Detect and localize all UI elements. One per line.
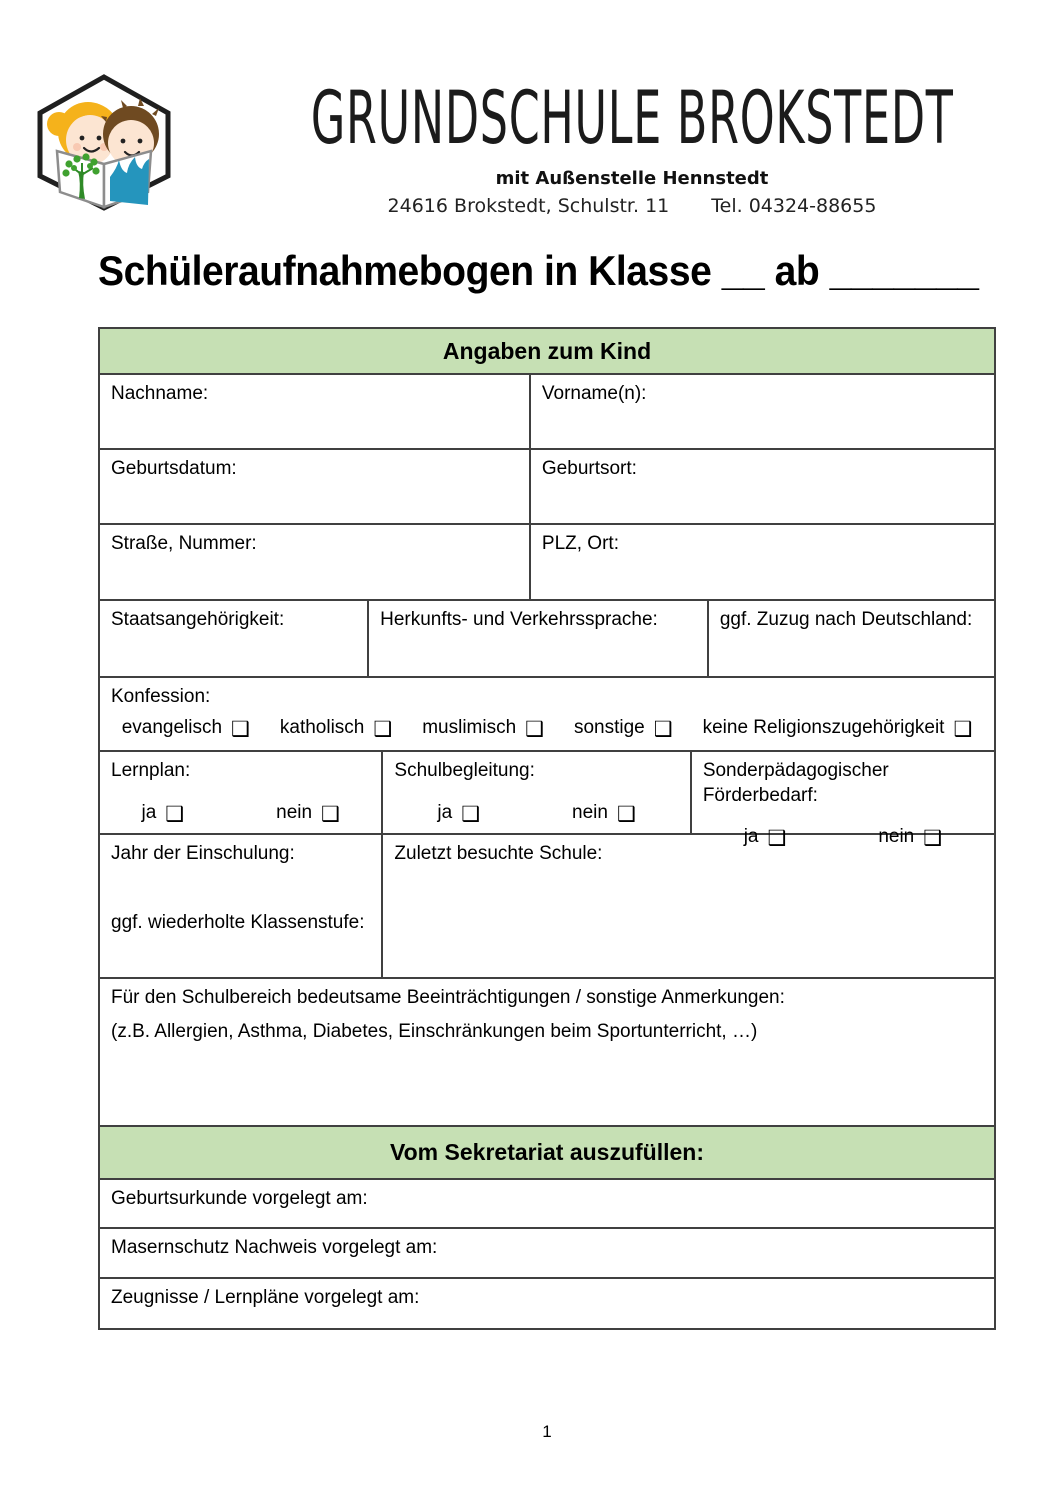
yes-no-options [394, 801, 678, 826]
page-title: Schüleraufnahmebogen in Klasse __ ab _______ [98, 247, 979, 294]
option-nein [572, 801, 636, 826]
cell-geburtsort [531, 450, 994, 523]
school-street: 24616 Brokstedt, Schulstr. 11 [387, 195, 670, 217]
option-katholisch [280, 716, 392, 741]
cell-foerderbedarf [692, 752, 994, 851]
yes-no-options [111, 801, 370, 826]
option-ja [142, 801, 185, 826]
cell-geburtsurkunde [100, 1180, 994, 1227]
cell-zeugnisse [100, 1279, 994, 1328]
field-label-strasse: Straße, Nummer: [111, 533, 257, 554]
field-label-vorname: Vorname(n): [541, 383, 647, 404]
cell-strasse [100, 525, 531, 599]
field-label-anmerkungen-1: Für den Schulbereich bedeutsame Beeinträchtigungen / sonstige Anmerkungen: [111, 987, 785, 1008]
field-label-staatsangehoerigkeit: Staatsangehörigkeit: [111, 609, 285, 630]
school-name: GRUNDSCHULE BROKSTEDT [310, 76, 954, 162]
konfession-options [111, 716, 983, 741]
option-label: ja [743, 826, 759, 848]
field-label-plz-ort: PLZ, Ort: [541, 533, 619, 554]
option-ja [437, 801, 480, 826]
field-label-masernschutz: Masernschutz Nachweis vorgelegt am: [111, 1237, 438, 1258]
field-label-klassenstufe: ggf. wiederholte Klassenstufe: [111, 911, 365, 933]
cell-anmerkungen [100, 979, 994, 1125]
field-label-zeugnisse: Zeugnisse / Lernpläne vorgelegt am: [111, 1287, 420, 1308]
checkbox-icon: ❑ [653, 717, 673, 741]
checkbox-icon: ❑ [231, 717, 250, 741]
cell-schulbegleitung [383, 752, 691, 833]
checkbox-icon: ❑ [165, 802, 185, 826]
cell-zuzug [709, 601, 994, 676]
cell-staatsangehoerigkeit [100, 601, 369, 676]
school-logo [28, 72, 180, 217]
option-label: nein [572, 801, 608, 823]
cell-sprache [369, 601, 709, 676]
option-label: nein [276, 801, 313, 823]
section-header-sekretariat: Vom Sekretariat auszufüllen: [100, 1127, 994, 1180]
field-label-zuzug: ggf. Zuzug nach Deutschland: [719, 609, 973, 630]
form-table [98, 327, 996, 1330]
checkbox-icon: ❑ [525, 717, 544, 741]
section-header-kind: Angaben zum Kind [100, 329, 994, 375]
option-evangelisch [122, 716, 250, 741]
option-label: muslimisch [422, 716, 517, 738]
cell-geburtsdatum [100, 450, 531, 523]
checkbox-icon: ❑ [321, 802, 340, 826]
letterhead-text [198, 72, 1058, 217]
cell-einschulung [100, 835, 383, 977]
cell-letzte-schule [383, 835, 994, 977]
field-label-geburtsdatum: Geburtsdatum: [111, 458, 237, 479]
field-label-lernplan: Lernplan: [111, 760, 191, 781]
cell-nachname [100, 375, 531, 448]
field-label-nachname: Nachname: [111, 383, 209, 404]
field-label-geburtsurkunde: Geburtsurkunde vorgelegt am: [111, 1188, 368, 1209]
school-phone: Tel. 04324-88655 [711, 195, 877, 217]
option-label: evangelisch [121, 716, 223, 738]
field-label-geburtsort: Geburtsort: [541, 458, 637, 479]
field-label-letzte-schule: Zuletzt besuchte Schule: [394, 843, 603, 864]
table-row [100, 525, 994, 601]
option-label: nein [878, 826, 915, 848]
option-label: ja [437, 801, 453, 823]
option-keine-religion [703, 716, 973, 741]
checkbox-icon: ❑ [953, 717, 973, 741]
table-row [100, 979, 994, 1127]
letterhead [98, 0, 996, 217]
cell-vorname [531, 375, 994, 448]
option-label: katholisch [279, 716, 365, 738]
page-number: 1 [542, 1422, 552, 1441]
document-page [98, 0, 996, 1330]
field-label-schulbegleitung: Schulbegleitung: [394, 760, 535, 781]
cell-lernplan [100, 752, 383, 833]
field-label-foerderbedarf: Sonderpädagogischer Förderbedarf: [702, 760, 889, 806]
table-row [100, 601, 994, 678]
cell-plz-ort [531, 525, 994, 599]
field-label-konfession: Konfession: [111, 686, 211, 707]
field-label-einschulung: Jahr der Einschulung: [111, 843, 295, 864]
option-label: keine Religionszugehörigkeit [702, 716, 945, 738]
table-row [100, 375, 994, 450]
option-sonstige [574, 716, 673, 741]
cell-konfession [100, 678, 994, 750]
checkbox-icon: ❑ [923, 827, 943, 851]
option-nein [276, 801, 340, 826]
option-label: ja [141, 801, 157, 823]
checkbox-icon: ❑ [461, 802, 481, 826]
school-logo-icon [28, 72, 180, 212]
school-address [198, 195, 1058, 217]
option-muslimisch [422, 716, 544, 741]
table-row [100, 450, 994, 525]
option-label: sonstige [573, 716, 645, 738]
cell-masernschutz [100, 1229, 994, 1277]
table-row [100, 1279, 994, 1328]
checkbox-icon: ❑ [373, 717, 393, 741]
table-row [100, 752, 994, 851]
school-subtitle: mit Außenstelle Hennstedt [495, 168, 769, 189]
table-row [100, 1229, 994, 1279]
checkbox-icon: ❑ [616, 802, 636, 826]
table-row [100, 678, 994, 752]
checkbox-icon: ❑ [767, 827, 787, 851]
field-label-sprache: Herkunfts- und Verkehrssprache: [380, 609, 658, 630]
field-label-anmerkungen-2: (z.B. Allergien, Asthma, Diabetes, Einschränkungen beim Sportunterricht, …) [111, 1020, 758, 1042]
table-row [100, 1180, 994, 1229]
table-row [100, 835, 994, 979]
